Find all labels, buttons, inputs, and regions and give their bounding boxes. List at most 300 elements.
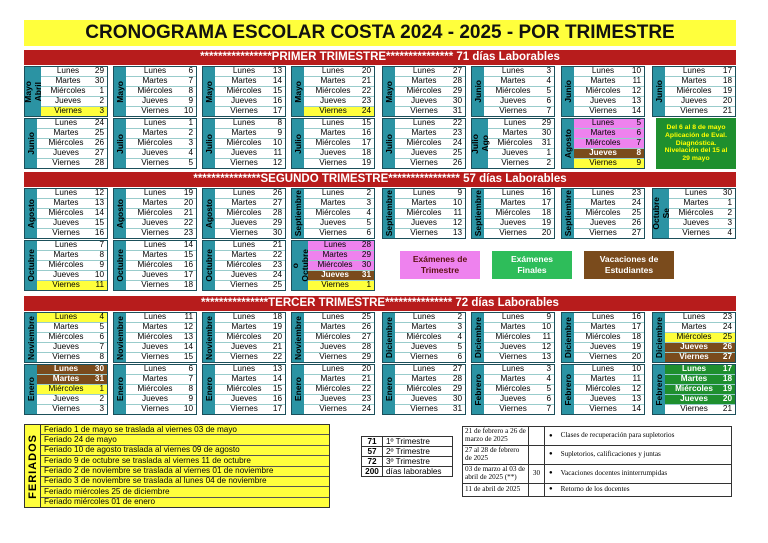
month-label: Junio (562, 67, 574, 116)
day-number: 27 (722, 352, 732, 362)
day-name: Martes (590, 76, 616, 86)
day-name: Jueves (231, 218, 257, 228)
month-label: Diciembre (383, 313, 395, 362)
week-block (291, 364, 375, 415)
day-number: 16 (361, 128, 371, 138)
day-name: Miércoles (48, 384, 84, 394)
day-number: 31 (541, 138, 551, 148)
month-label: Diciembre (653, 313, 665, 362)
day-number: 17 (722, 66, 732, 76)
day-number: 27 (631, 228, 641, 238)
day-number: 6 (188, 364, 193, 374)
day-number: 4 (366, 208, 371, 218)
day-row (484, 353, 554, 362)
note-row: 27 al 28 de febrero de 2025 ● Supletorios, calificaciones y juntas (463, 446, 731, 465)
day-number: 28 (361, 342, 371, 352)
schedule-notes-table (462, 426, 732, 497)
day-number: 7 (99, 342, 104, 352)
day-name: Lunes (143, 240, 167, 250)
day-number: 14 (94, 208, 104, 218)
day-number: 18 (541, 208, 551, 218)
day-name: Jueves (53, 270, 79, 280)
week-block (382, 364, 466, 415)
day-number: 11 (184, 312, 193, 322)
day-name: Martes (231, 250, 257, 260)
day-name: Jueves (231, 270, 257, 280)
day-number: 1 (366, 280, 371, 290)
week-block (291, 240, 375, 291)
day-number: 7 (546, 404, 551, 414)
day-name: Martes (500, 374, 526, 384)
day-name: Lunes (321, 66, 345, 76)
day-number: 3 (727, 218, 732, 228)
day-number: 28 (452, 76, 462, 86)
week-block (113, 66, 197, 117)
day-number: 7 (636, 138, 641, 148)
holiday-item: Feriado 9 de octubre se traslada al viernes 11 de octubre (41, 456, 329, 466)
day-number: 19 (722, 384, 732, 394)
day-name: Viernes (52, 352, 80, 362)
day-name: Viernes (141, 228, 169, 238)
day-name: Martes (231, 322, 257, 332)
day-number: 10 (452, 198, 462, 208)
day-number: 11 (632, 76, 641, 86)
week-block (202, 66, 286, 117)
day-name: Lunes (53, 364, 79, 374)
day-number: 13 (631, 96, 641, 106)
day-number: 23 (183, 228, 193, 238)
day-row (484, 107, 554, 116)
month-label: Octubre (114, 241, 126, 290)
day-number: 21 (272, 342, 282, 352)
day-number: 17 (541, 198, 551, 208)
day-name: Jueves (320, 148, 346, 158)
day-name: Viernes (499, 228, 527, 238)
day-row (395, 229, 465, 238)
day-number: 13 (272, 364, 282, 374)
day-name: Martes (55, 76, 81, 86)
day-number: 16 (541, 188, 551, 198)
holiday-item: Feriado 24 de mayo (41, 435, 329, 445)
month-label: Diciembre (472, 313, 484, 362)
day-number: 26 (94, 138, 104, 148)
day-name: Martes (142, 198, 168, 208)
day-name: Miércoles (315, 86, 351, 96)
day-name: Viernes (230, 404, 258, 414)
day-name: Martes (320, 374, 346, 384)
day-number: 13 (272, 66, 282, 76)
day-number: 26 (631, 218, 641, 228)
month-label: Noviembre (25, 313, 37, 362)
day-name: Miércoles (50, 86, 86, 96)
day-number: 14 (272, 374, 282, 384)
day-name: Lunes (591, 312, 615, 322)
day-name: Lunes (412, 66, 436, 76)
day-name: Viernes (680, 404, 708, 414)
day-number: 7 (99, 240, 104, 250)
day-number: 25 (452, 148, 462, 158)
day-number: 29 (541, 118, 551, 128)
month-label: Julio (383, 119, 395, 168)
day-name: Lunes (143, 312, 167, 322)
day-number: 3 (546, 364, 551, 374)
day-name: Martes (590, 128, 616, 138)
month-label: Enero (114, 365, 126, 414)
day-name: Jueves (590, 394, 616, 404)
day-number: 26 (272, 188, 282, 198)
day-name: Martes (231, 198, 257, 208)
day-name: Miércoles (226, 208, 262, 218)
day-name: Viernes (230, 228, 258, 238)
day-number: 4 (188, 148, 193, 158)
day-number: 9 (546, 312, 551, 322)
day-number: 15 (94, 218, 104, 228)
day-number: 20 (361, 364, 371, 374)
day-number: 19 (722, 86, 732, 96)
day-name: Martes (231, 76, 257, 86)
day-name: Miércoles (585, 332, 621, 342)
day-name: Viernes (589, 228, 617, 238)
day-name: Miércoles (137, 138, 173, 148)
day-name: Miércoles (585, 384, 621, 394)
day-row (126, 281, 196, 290)
day-number: 19 (183, 188, 193, 198)
week-block (202, 240, 286, 291)
day-row (126, 353, 196, 362)
day-row (37, 281, 107, 290)
month-label: Julio (292, 119, 304, 168)
day-row (395, 353, 465, 362)
day-name: Martes (53, 250, 79, 260)
day-name: Miércoles (678, 208, 714, 218)
day-name: Jueves (142, 148, 168, 158)
day-number: 30 (94, 364, 104, 374)
day-name: Jueves (590, 342, 616, 352)
legend-exams-term: Exámenes de Trimestre (400, 251, 480, 279)
day-row (126, 159, 196, 168)
day-name: Martes (502, 128, 528, 138)
day-name: Martes (142, 250, 168, 260)
day-number: 3 (366, 198, 371, 208)
day-name: Miércoles (317, 260, 353, 270)
day-number: 4 (546, 76, 551, 86)
day-name: Miércoles (48, 138, 84, 148)
day-name: Lunes (682, 66, 706, 76)
day-name: Jueves (142, 96, 168, 106)
day-row (665, 107, 735, 116)
week-block (561, 312, 645, 363)
day-number: 21 (183, 208, 193, 218)
day-number: 14 (183, 342, 193, 352)
day-name: Martes (683, 198, 709, 208)
day-number: 28 (272, 208, 282, 218)
month-label: Junio (653, 67, 665, 116)
day-row (215, 229, 285, 238)
day-name: Jueves (320, 218, 346, 228)
day-name: Martes (681, 76, 707, 86)
week-block (24, 118, 108, 169)
day-name: Viernes (52, 280, 80, 290)
day-number: 20 (541, 228, 551, 238)
day-number: 15 (272, 86, 282, 96)
day-number: 6 (188, 66, 193, 76)
day-number: 6 (99, 332, 104, 342)
day-name: Lunes (591, 118, 615, 128)
day-row (574, 229, 644, 238)
day-row (669, 229, 735, 238)
day-name: Miércoles (676, 86, 712, 96)
diagnostic-line: Aplicación de Eval. (665, 131, 727, 139)
day-name: Jueves (53, 342, 79, 352)
month-label: o Octubre (292, 241, 308, 290)
totals-row: 72 3º Trimestre (362, 457, 452, 467)
day-number: 30 (541, 128, 551, 138)
holiday-item: Feriado 2 de noviembre se traslada al viernes 01 de noviembre (41, 467, 329, 477)
week-block (202, 364, 286, 415)
day-number: 5 (99, 322, 104, 332)
day-name: Martes (142, 322, 168, 332)
day-number: 26 (722, 342, 732, 352)
week-block (471, 312, 555, 363)
day-name: Lunes (591, 364, 615, 374)
day-name: Jueves (142, 342, 168, 352)
day-name: Viernes (141, 158, 169, 168)
day-name: Jueves (680, 342, 708, 352)
day-number: 29 (452, 384, 462, 394)
day-name: Lunes (321, 364, 345, 374)
month-label: Enero (203, 365, 215, 414)
day-name: Martes (590, 322, 616, 332)
month-label: Junio (25, 119, 37, 168)
note-row: 21 de febrero a 26 de marzo de 2025 ● Clases de recuperación para supletorios (463, 427, 731, 446)
day-name: Miércoles (226, 332, 262, 342)
day-number: 25 (361, 312, 371, 322)
day-number: 18 (183, 280, 193, 290)
month-label: Agosto (562, 119, 574, 168)
day-number: 10 (183, 404, 193, 414)
day-name: Lunes (591, 188, 615, 198)
day-number: 7 (546, 106, 551, 116)
day-name: Miércoles (406, 384, 442, 394)
day-name: Lunes (682, 312, 706, 322)
month-label: Julio Ago (472, 119, 488, 168)
day-number: 11 (273, 148, 282, 158)
day-row (215, 353, 285, 362)
day-number: 3 (188, 138, 193, 148)
day-number: 4 (727, 228, 732, 238)
day-name: Miércoles (406, 138, 442, 148)
day-number: 12 (272, 158, 282, 168)
day-number: 27 (361, 332, 371, 342)
week-block (113, 364, 197, 415)
day-row (41, 107, 107, 116)
day-name: Lunes (412, 364, 436, 374)
day-name: Miércoles (137, 86, 173, 96)
day-name: Viernes (321, 280, 349, 290)
month-label: Enero (25, 365, 37, 414)
day-name: Jueves (411, 218, 437, 228)
month-label: Febrero (472, 365, 484, 414)
day-name: Martes (590, 374, 616, 384)
day-name: Jueves (502, 148, 528, 158)
day-name: Viernes (141, 280, 169, 290)
day-name: Miércoles (676, 332, 712, 342)
day-row (574, 159, 644, 168)
holiday-item: Feriado miércoles 01 de enero (41, 498, 329, 507)
day-name: Jueves (500, 218, 526, 228)
day-row (665, 405, 735, 414)
day-row (574, 405, 644, 414)
day-name: Jueves (500, 96, 526, 106)
day-number: 27 (272, 198, 282, 208)
day-row (215, 107, 285, 116)
month-label: Diciembre (562, 313, 574, 362)
page-title: CRONOGRAMA ESCOLAR COSTA 2024 - 2025 - POR TRIMESTRE (24, 20, 736, 46)
day-name: Miércoles (585, 138, 621, 148)
month-label: Mayo (203, 67, 215, 116)
day-number: 15 (272, 384, 282, 394)
day-name: Lunes (56, 66, 80, 76)
day-number: 17 (272, 404, 282, 414)
day-number: 20 (722, 394, 732, 404)
day-name: Viernes (589, 106, 617, 116)
day-number: 22 (452, 118, 462, 128)
day-number: 12 (631, 86, 641, 96)
week-block (471, 118, 555, 169)
day-name: Martes (231, 374, 257, 384)
week-block (24, 188, 108, 239)
day-number: 4 (99, 312, 104, 322)
day-number: 8 (188, 384, 193, 394)
day-name: Miércoles (495, 86, 531, 96)
week-block (561, 188, 645, 239)
day-row (304, 229, 374, 238)
day-row (37, 405, 107, 414)
day-number: 30 (361, 260, 371, 270)
day-number: 10 (183, 106, 193, 116)
day-name: Jueves (411, 148, 437, 158)
day-name: Martes (142, 76, 168, 86)
day-name: Viernes (230, 106, 258, 116)
day-number: 22 (272, 352, 282, 362)
week-block (291, 66, 375, 117)
day-name: Jueves (231, 148, 257, 158)
day-name: Miércoles (675, 384, 713, 394)
day-name: Viernes (410, 352, 438, 362)
day-name: Miércoles (137, 260, 173, 270)
holiday-item: Feriado 1 de mayo se traslada al viernes 03 de mayo (41, 425, 329, 435)
day-number: 27 (452, 66, 462, 76)
day-number: 3 (546, 66, 551, 76)
day-number: 2 (727, 208, 732, 218)
day-number: 12 (183, 322, 193, 332)
day-number: 26 (361, 322, 371, 332)
day-row (574, 107, 644, 116)
day-number: 5 (188, 158, 193, 168)
day-row (665, 353, 735, 362)
day-name: Miércoles (137, 208, 173, 218)
day-row (304, 405, 374, 414)
day-number: 24 (452, 138, 462, 148)
week-block (471, 188, 555, 239)
day-number: 8 (636, 148, 641, 158)
day-row (126, 405, 196, 414)
day-name: Viernes (499, 106, 527, 116)
month-label: Julio (114, 119, 126, 168)
month-label: Mayo Abril (25, 67, 41, 116)
day-name: Lunes (321, 312, 345, 322)
days-totals-table (361, 436, 453, 477)
day-number: 9 (188, 394, 193, 404)
day-number: 20 (631, 352, 641, 362)
day-name: Lunes (232, 240, 256, 250)
day-number: 23 (631, 188, 641, 198)
day-name: Lunes (143, 364, 167, 374)
day-name: Lunes (143, 66, 167, 76)
day-number: 2 (99, 394, 104, 404)
day-number: 24 (631, 198, 641, 208)
day-name: Miércoles (315, 384, 351, 394)
day-name: Martes (411, 76, 437, 86)
day-number: 16 (272, 96, 282, 106)
day-number: 1 (727, 198, 732, 208)
month-label: Octubre (25, 241, 37, 290)
day-number: 18 (272, 312, 282, 322)
week-block (113, 188, 197, 239)
day-name: Viernes (141, 106, 169, 116)
day-name: Jueves (683, 218, 709, 228)
day-number: 16 (272, 394, 282, 404)
legend-vacation: Vacaciones de Estudiantes (584, 251, 674, 279)
day-number: 4 (546, 374, 551, 384)
day-number: 2 (366, 188, 371, 198)
week-block (202, 312, 286, 363)
day-name: Jueves (142, 394, 168, 404)
day-name: Lunes (501, 364, 525, 374)
day-number: 22 (361, 86, 371, 96)
month-label: Septiembre (563, 190, 573, 237)
day-number: 11 (542, 332, 551, 342)
day-name: Miércoles (315, 138, 351, 148)
diagnostic-line: Nivelación del 15 al (664, 147, 728, 155)
day-number: 18 (722, 374, 732, 384)
day-number: 14 (631, 404, 641, 414)
day-name: Miércoles (226, 138, 262, 148)
day-name: Viernes (410, 158, 438, 168)
day-name: Martes (500, 198, 526, 208)
day-number: 13 (541, 352, 551, 362)
day-number: 28 (452, 374, 462, 384)
day-name: Viernes (410, 106, 438, 116)
day-number: 29 (361, 352, 371, 362)
week-block (382, 66, 466, 117)
day-number: 17 (183, 270, 193, 280)
note-row: 11 de abril de 2025 ● Retorno de los docentes (463, 484, 731, 496)
day-name: Miércoles (226, 86, 262, 96)
week-block (471, 66, 555, 117)
week-block (382, 188, 466, 239)
day-name: Miércoles (585, 208, 621, 218)
day-name: Lunes (54, 312, 78, 322)
day-name: Jueves (142, 270, 168, 280)
month-label: Agosto (25, 189, 37, 238)
day-number: 1 (99, 384, 104, 394)
day-number: 13 (183, 332, 193, 342)
holiday-item: Feriado 10 de agosto traslada al viernes 09 de agosto (41, 446, 329, 456)
week-block (202, 118, 286, 169)
day-number: 30 (94, 76, 104, 86)
day-number: 19 (541, 218, 551, 228)
